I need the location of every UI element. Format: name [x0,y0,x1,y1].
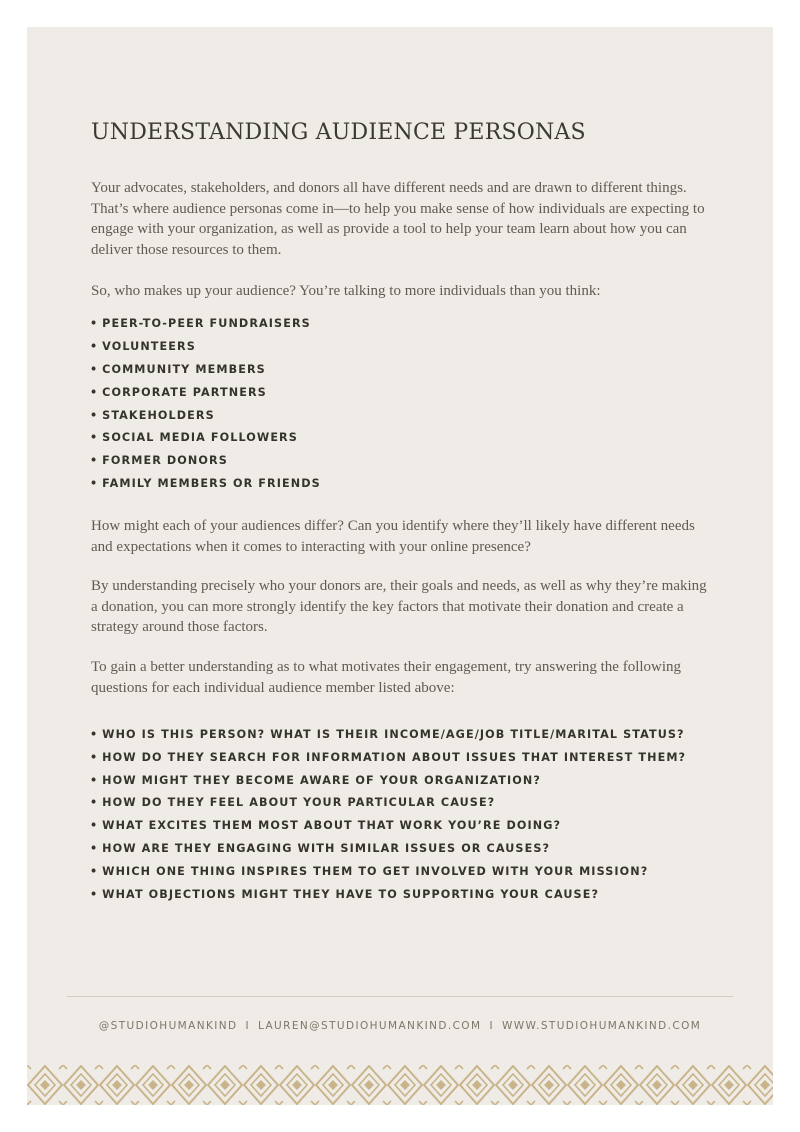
decorative-diamond-pattern [27,1065,773,1105]
footer-separator: I [245,1020,250,1032]
list-item: • FAMILY MEMBERS OR FRIENDS [90,473,321,496]
questions-list [90,724,686,906]
list-item: • WHO IS THIS PERSON? WHAT IS THEIR INCOME/AGE/JOB TITLE/MARITAL STATUS? [90,724,686,747]
list-item: • HOW ARE THEY ENGAGING WITH SIMILAR ISSUES OR CAUSES? [90,838,686,861]
audience-question-paragraph: So, who makes up your audience? You’re talking to more individuals than you think: [91,283,601,299]
footer-email: LAUREN@STUDIOHUMANKIND.COM [257,1020,482,1032]
footer-separator: I [489,1020,494,1032]
footer-divider [67,996,733,997]
list-item: • WHAT OBJECTIONS MIGHT THEY HAVE TO SUPPORTING YOUR CAUSE? [90,884,686,907]
footer-social-handle: @STUDIOHUMANKIND [98,1020,238,1032]
list-item: • HOW DO THEY SEARCH FOR INFORMATION ABOUT ISSUES THAT INTEREST THEM? [90,747,686,770]
list-item: • FORMER DONORS [90,450,321,473]
list-item: • HOW MIGHT THEY BECOME AWARE OF YOUR ORGANIZATION? [90,770,686,793]
list-item: • VOLUNTEERS [90,336,321,359]
donor-understanding-paragraph: By understanding precisely who your donors are, their goals and needs, as well as why they’re making a donation, you can more strongly identify the key factors that motivate their donation and create a strategy around those factors. [91,578,707,635]
footer-contact [27,1020,773,1032]
list-item: • PEER-TO-PEER FUNDRAISERS [90,313,321,336]
footer-website: WWW.STUDIOHUMANKIND.COM [501,1020,702,1032]
questions-intro-paragraph: To gain a better understanding as to what motivates their engagement, try answering the following questions for each individual audience member listed above: [91,659,682,696]
intro-paragraph: Your advocates, stakeholders, and donors all have different needs and are drawn to different things. That’s where audience personas come in—to help you make sense of how individuals are expecting to engage with your organization, as well as provide a tool to help your team learn about how you can deliver those resources to them. [91,180,705,258]
list-item: • COMMUNITY MEMBERS [90,359,321,382]
list-item: • SOCIAL MEDIA FOLLOWERS [90,427,321,450]
list-item: • HOW DO THEY FEEL ABOUT YOUR PARTICULAR CAUSE? [90,792,686,815]
audience-list [90,313,321,496]
list-item: • STAKEHOLDERS [90,405,321,428]
list-item: • WHICH ONE THING INSPIRES THEM TO GET INVOLVED WITH YOUR MISSION? [90,861,686,884]
page-title: UNDERSTANDING AUDIENCE PERSONAS [91,120,586,145]
document-page [27,27,773,1105]
list-item: • CORPORATE PARTNERS [90,382,321,405]
list-item: • WHAT EXCITES THEM MOST ABOUT THAT WORK YOU’RE DOING? [90,815,686,838]
audience-differ-paragraph: How might each of your audiences differ? Can you identify where they’ll likely have different needs and expectations when it comes to interacting with your online presence? [91,518,695,555]
